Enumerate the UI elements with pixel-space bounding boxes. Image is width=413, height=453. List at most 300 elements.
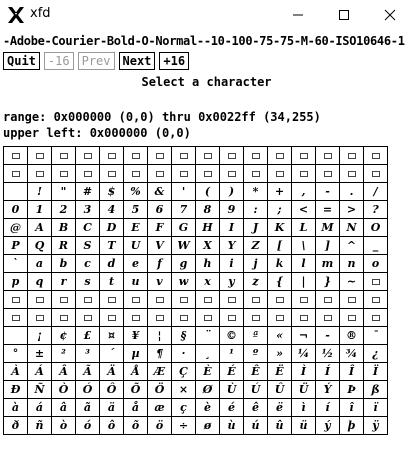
- glyph-cell[interactable]: n: [340, 255, 364, 273]
- glyph-cell[interactable]: [364, 273, 388, 291]
- glyph-cell[interactable]: ò: [52, 417, 76, 435]
- missing-glyph-icon: [300, 315, 308, 321]
- glyph-cell[interactable]: o: [364, 255, 388, 273]
- glyph-cell[interactable]: q: [28, 273, 52, 291]
- glyph-cell[interactable]: l: [292, 255, 316, 273]
- missing-glyph-icon: [60, 153, 68, 159]
- glyph-cell[interactable]: _: [364, 237, 388, 255]
- minus16-button[interactable]: -16: [44, 52, 74, 70]
- missing-glyph-icon: [84, 171, 92, 177]
- glyph-cell[interactable]: ¤: [100, 327, 124, 345]
- glyph-cell[interactable]: [28, 165, 52, 183]
- glyph-cell[interactable]: Ø: [196, 381, 220, 399]
- glyph-cell[interactable]: Ù: [220, 381, 244, 399]
- glyph-cell[interactable]: Ï: [364, 363, 388, 381]
- glyph-cell[interactable]: ¦: [148, 327, 172, 345]
- quit-button[interactable]: Quit: [3, 52, 40, 70]
- glyph-cell[interactable]: [76, 309, 100, 327]
- glyph-cell[interactable]: r: [52, 273, 76, 291]
- glyph-cell[interactable]: }: [316, 273, 340, 291]
- missing-glyph-icon: [84, 297, 92, 303]
- glyph-cell[interactable]: [292, 309, 316, 327]
- glyph-cell[interactable]: ç: [172, 399, 196, 417]
- glyph-cell[interactable]: L: [292, 219, 316, 237]
- glyph-cell[interactable]: Z: [244, 237, 268, 255]
- glyph-cell[interactable]: È: [196, 363, 220, 381]
- glyph-cell[interactable]: [148, 165, 172, 183]
- glyph-cell[interactable]: :: [244, 201, 268, 219]
- glyph-cell[interactable]: ã: [76, 399, 100, 417]
- glyph-cell[interactable]: p: [4, 273, 28, 291]
- glyph-cell[interactable]: ¾: [340, 345, 364, 363]
- glyph-cell[interactable]: ü: [292, 417, 316, 435]
- glyph-cell[interactable]: Õ: [124, 381, 148, 399]
- glyph-cell[interactable]: ð: [4, 417, 28, 435]
- glyph-cell[interactable]: [196, 309, 220, 327]
- glyph-cell[interactable]: [4, 183, 28, 201]
- character-grid: [3, 146, 388, 435]
- glyph-cell[interactable]: Ñ: [28, 381, 52, 399]
- missing-glyph-icon: [132, 171, 140, 177]
- glyph-cell[interactable]: ]: [316, 237, 340, 255]
- glyph-cell[interactable]: C: [76, 219, 100, 237]
- glyph-cell[interactable]: Q: [28, 237, 52, 255]
- glyph-cell[interactable]: $: [100, 183, 124, 201]
- glyph-cell[interactable]: 7: [172, 201, 196, 219]
- glyph-cell[interactable]: ½: [316, 345, 340, 363]
- close-icon: [384, 9, 396, 21]
- glyph-cell[interactable]: |: [292, 273, 316, 291]
- glyph-cell[interactable]: æ: [148, 399, 172, 417]
- glyph-cell[interactable]: R: [52, 237, 76, 255]
- glyph-cell[interactable]: Â: [52, 363, 76, 381]
- glyph-cell[interactable]: [172, 165, 196, 183]
- glyph-cell[interactable]: ²: [52, 345, 76, 363]
- missing-glyph-icon: [36, 153, 44, 159]
- glyph-cell[interactable]: [148, 291, 172, 309]
- x-logo-icon: [6, 5, 26, 25]
- glyph-cell[interactable]: ": [52, 183, 76, 201]
- glyph-cell[interactable]: ): [220, 183, 244, 201]
- missing-glyph-icon: [156, 315, 164, 321]
- glyph-cell[interactable]: Ú: [244, 381, 268, 399]
- glyph-cell[interactable]: Ò: [52, 381, 76, 399]
- glyph-cell[interactable]: [28, 291, 52, 309]
- glyph-cell[interactable]: #: [76, 183, 100, 201]
- glyph-cell[interactable]: ß: [364, 381, 388, 399]
- glyph-cell[interactable]: *: [244, 183, 268, 201]
- glyph-cell[interactable]: c: [76, 255, 100, 273]
- glyph-cell[interactable]: Û: [268, 381, 292, 399]
- glyph-cell[interactable]: [244, 147, 268, 165]
- glyph-cell[interactable]: É: [220, 363, 244, 381]
- glyph-cell[interactable]: [148, 309, 172, 327]
- glyph-cell[interactable]: Å: [124, 363, 148, 381]
- glyph-cell[interactable]: ®: [340, 327, 364, 345]
- glyph-cell[interactable]: [124, 291, 148, 309]
- missing-glyph-icon: [300, 171, 308, 177]
- glyph-cell[interactable]: ¸: [196, 345, 220, 363]
- glyph-cell[interactable]: &: [148, 183, 172, 201]
- glyph-cell[interactable]: [52, 291, 76, 309]
- glyph-cell[interactable]: `: [4, 255, 28, 273]
- glyph-cell[interactable]: é: [220, 399, 244, 417]
- glyph-cell[interactable]: [340, 165, 364, 183]
- glyph-cell[interactable]: [364, 147, 388, 165]
- missing-glyph-icon: [372, 279, 380, 285]
- glyph-cell[interactable]: [220, 165, 244, 183]
- glyph-cell[interactable]: º: [244, 345, 268, 363]
- grid-row: [4, 147, 388, 165]
- glyph-cell[interactable]: [316, 309, 340, 327]
- glyph-cell[interactable]: ×: [172, 381, 196, 399]
- glyph-cell[interactable]: ¢: [52, 327, 76, 345]
- glyph-cell[interactable]: ô: [100, 417, 124, 435]
- glyph-cell[interactable]: >: [340, 201, 364, 219]
- glyph-cell[interactable]: ï: [364, 399, 388, 417]
- glyph-cell[interactable]: [196, 165, 220, 183]
- glyph-cell[interactable]: !: [28, 183, 52, 201]
- glyph-cell[interactable]: 4: [100, 201, 124, 219]
- glyph-cell[interactable]: X: [196, 237, 220, 255]
- glyph-cell[interactable]: [148, 147, 172, 165]
- glyph-cell[interactable]: þ: [340, 417, 364, 435]
- glyph-cell[interactable]: (: [196, 183, 220, 201]
- glyph-cell[interactable]: ,: [292, 183, 316, 201]
- glyph-cell[interactable]: [100, 309, 124, 327]
- glyph-cell[interactable]: m: [316, 255, 340, 273]
- glyph-cell[interactable]: k: [268, 255, 292, 273]
- glyph-cell[interactable]: ÷: [172, 417, 196, 435]
- glyph-cell[interactable]: [100, 147, 124, 165]
- glyph-cell[interactable]: ¥: [124, 327, 148, 345]
- glyph-cell[interactable]: À: [4, 363, 28, 381]
- glyph-cell[interactable]: Ô: [100, 381, 124, 399]
- glyph-cell[interactable]: ': [172, 183, 196, 201]
- glyph-cell[interactable]: {: [268, 273, 292, 291]
- glyph-cell[interactable]: Í: [316, 363, 340, 381]
- glyph-cell[interactable]: ý: [316, 417, 340, 435]
- glyph-cell[interactable]: 9: [220, 201, 244, 219]
- glyph-cell[interactable]: \: [292, 237, 316, 255]
- glyph-cell[interactable]: è: [196, 399, 220, 417]
- glyph-cell[interactable]: [340, 309, 364, 327]
- glyph-cell[interactable]: [244, 165, 268, 183]
- glyph-cell[interactable]: [364, 291, 388, 309]
- grid-row: [4, 273, 388, 291]
- glyph-cell[interactable]: H: [196, 219, 220, 237]
- glyph-cell[interactable]: Y: [220, 237, 244, 255]
- glyph-cell[interactable]: U: [124, 237, 148, 255]
- glyph-cell[interactable]: h: [196, 255, 220, 273]
- glyph-cell[interactable]: û: [268, 417, 292, 435]
- missing-glyph-icon: [276, 153, 284, 159]
- glyph-cell[interactable]: z: [244, 273, 268, 291]
- glyph-cell[interactable]: [124, 147, 148, 165]
- glyph-cell[interactable]: [268, 291, 292, 309]
- glyph-cell[interactable]: £: [76, 327, 100, 345]
- missing-glyph-icon: [108, 297, 116, 303]
- missing-glyph-icon: [348, 297, 356, 303]
- minimize-icon: [292, 9, 304, 21]
- glyph-cell[interactable]: -: [316, 183, 340, 201]
- glyph-cell[interactable]: Ä: [100, 363, 124, 381]
- glyph-cell[interactable]: [316, 165, 340, 183]
- glyph-cell[interactable]: ©: [220, 327, 244, 345]
- glyph-cell[interactable]: »: [268, 345, 292, 363]
- glyph-cell[interactable]: [340, 291, 364, 309]
- glyph-cell[interactable]: Æ: [148, 363, 172, 381]
- glyph-cell[interactable]: [4, 147, 28, 165]
- glyph-cell[interactable]: ú: [244, 417, 268, 435]
- missing-glyph-icon: [276, 171, 284, 177]
- missing-glyph-icon: [300, 153, 308, 159]
- select-prompt: Select a character: [141, 75, 272, 89]
- glyph-cell[interactable]: [196, 147, 220, 165]
- glyph-cell[interactable]: w: [172, 273, 196, 291]
- glyph-cell[interactable]: .: [340, 183, 364, 201]
- glyph-cell[interactable]: [76, 291, 100, 309]
- glyph-cell[interactable]: ä: [100, 399, 124, 417]
- glyph-cell[interactable]: M: [316, 219, 340, 237]
- missing-glyph-icon: [132, 153, 140, 159]
- glyph-cell[interactable]: x: [196, 273, 220, 291]
- glyph-cell[interactable]: Î: [340, 363, 364, 381]
- glyph-cell[interactable]: [52, 147, 76, 165]
- glyph-cell[interactable]: [292, 147, 316, 165]
- glyph-cell[interactable]: %: [124, 183, 148, 201]
- glyph-cell[interactable]: v: [148, 273, 172, 291]
- glyph-cell[interactable]: 0: [4, 201, 28, 219]
- glyph-cell[interactable]: j: [244, 255, 268, 273]
- glyph-cell[interactable]: K: [268, 219, 292, 237]
- glyph-cell[interactable]: /: [364, 183, 388, 201]
- glyph-cell[interactable]: [76, 147, 100, 165]
- missing-glyph-icon: [60, 171, 68, 177]
- glyph-cell[interactable]: ¯: [364, 327, 388, 345]
- missing-glyph-icon: [12, 153, 20, 159]
- glyph-cell[interactable]: Ë: [268, 363, 292, 381]
- glyph-cell[interactable]: [4, 327, 28, 345]
- glyph-cell[interactable]: f: [148, 255, 172, 273]
- glyph-cell[interactable]: <: [292, 201, 316, 219]
- glyph-cell[interactable]: [292, 291, 316, 309]
- missing-glyph-icon: [12, 297, 20, 303]
- missing-glyph-icon: [372, 171, 380, 177]
- glyph-cell[interactable]: Á: [28, 363, 52, 381]
- glyph-cell[interactable]: -: [316, 327, 340, 345]
- maximize-icon: [338, 9, 350, 21]
- glyph-cell[interactable]: Ó: [76, 381, 100, 399]
- glyph-cell[interactable]: [196, 291, 220, 309]
- glyph-cell[interactable]: °: [4, 345, 28, 363]
- plus16-button[interactable]: +16: [159, 52, 189, 70]
- glyph-cell[interactable]: ~: [340, 273, 364, 291]
- glyph-cell[interactable]: [124, 165, 148, 183]
- glyph-cell[interactable]: ª: [244, 327, 268, 345]
- glyph-cell[interactable]: d: [100, 255, 124, 273]
- glyph-cell[interactable]: [244, 309, 268, 327]
- glyph-cell[interactable]: [52, 309, 76, 327]
- glyph-cell[interactable]: [100, 165, 124, 183]
- glyph-cell[interactable]: 2: [52, 201, 76, 219]
- glyph-cell[interactable]: [220, 309, 244, 327]
- glyph-cell[interactable]: E: [124, 219, 148, 237]
- glyph-cell[interactable]: i: [220, 255, 244, 273]
- glyph-cell[interactable]: [124, 309, 148, 327]
- glyph-cell[interactable]: å: [124, 399, 148, 417]
- glyph-cell[interactable]: ñ: [28, 417, 52, 435]
- glyph-cell[interactable]: [76, 165, 100, 183]
- glyph-cell[interactable]: [4, 291, 28, 309]
- missing-glyph-icon: [228, 315, 236, 321]
- next-button[interactable]: Next: [119, 52, 156, 70]
- glyph-cell[interactable]: Ð: [4, 381, 28, 399]
- glyph-cell[interactable]: S: [76, 237, 100, 255]
- glyph-cell[interactable]: [268, 147, 292, 165]
- glyph-cell[interactable]: 6: [148, 201, 172, 219]
- glyph-cell[interactable]: W: [172, 237, 196, 255]
- glyph-cell[interactable]: [268, 165, 292, 183]
- glyph-cell[interactable]: â: [52, 399, 76, 417]
- glyph-cell[interactable]: @: [4, 219, 28, 237]
- glyph-cell[interactable]: +: [268, 183, 292, 201]
- glyph-cell[interactable]: á: [28, 399, 52, 417]
- glyph-cell[interactable]: 5: [124, 201, 148, 219]
- glyph-cell[interactable]: [364, 309, 388, 327]
- glyph-cell[interactable]: I: [220, 219, 244, 237]
- glyph-cell[interactable]: ê: [244, 399, 268, 417]
- glyph-cell[interactable]: G: [172, 219, 196, 237]
- glyph-cell[interactable]: «: [268, 327, 292, 345]
- glyph-cell[interactable]: [340, 147, 364, 165]
- glyph-cell[interactable]: î: [340, 399, 364, 417]
- glyph-cell[interactable]: ¹: [220, 345, 244, 363]
- glyph-cell[interactable]: y: [220, 273, 244, 291]
- glyph-cell[interactable]: O: [364, 219, 388, 237]
- glyph-cell[interactable]: ë: [268, 399, 292, 417]
- glyph-cell[interactable]: F: [148, 219, 172, 237]
- glyph-cell[interactable]: ´: [100, 345, 124, 363]
- glyph-cell[interactable]: [316, 291, 340, 309]
- glyph-cell[interactable]: [268, 309, 292, 327]
- missing-glyph-icon: [132, 297, 140, 303]
- glyph-cell[interactable]: ù: [220, 417, 244, 435]
- glyph-cell[interactable]: [316, 147, 340, 165]
- glyph-cell[interactable]: 1: [28, 201, 52, 219]
- glyph-cell[interactable]: V: [148, 237, 172, 255]
- glyph-cell[interactable]: §: [172, 327, 196, 345]
- glyph-cell[interactable]: [28, 309, 52, 327]
- glyph-cell[interactable]: ;: [268, 201, 292, 219]
- glyph-cell[interactable]: a: [28, 255, 52, 273]
- glyph-cell[interactable]: ?: [364, 201, 388, 219]
- glyph-cell[interactable]: =: [316, 201, 340, 219]
- glyph-cell[interactable]: à: [4, 399, 28, 417]
- glyph-cell[interactable]: ¿: [364, 345, 388, 363]
- glyph-cell[interactable]: N: [340, 219, 364, 237]
- glyph-cell[interactable]: [172, 147, 196, 165]
- missing-glyph-icon: [300, 297, 308, 303]
- glyph-cell[interactable]: ³: [76, 345, 100, 363]
- glyph-cell[interactable]: Ý: [316, 381, 340, 399]
- glyph-cell[interactable]: [244, 291, 268, 309]
- glyph-cell[interactable]: í: [316, 399, 340, 417]
- glyph-cell[interactable]: õ: [124, 417, 148, 435]
- glyph-cell[interactable]: b: [52, 255, 76, 273]
- glyph-cell[interactable]: ÿ: [364, 417, 388, 435]
- glyph-cell[interactable]: D: [100, 219, 124, 237]
- glyph-cell[interactable]: Þ: [340, 381, 364, 399]
- glyph-cell[interactable]: ±: [28, 345, 52, 363]
- glyph-cell[interactable]: ^: [340, 237, 364, 255]
- glyph-cell[interactable]: ¨: [196, 327, 220, 345]
- glyph-cell[interactable]: µ: [124, 345, 148, 363]
- missing-glyph-icon: [324, 297, 332, 303]
- glyph-cell[interactable]: ¶: [148, 345, 172, 363]
- glyph-cell[interactable]: P: [4, 237, 28, 255]
- glyph-cell[interactable]: Ü: [292, 381, 316, 399]
- glyph-cell[interactable]: Ç: [172, 363, 196, 381]
- grid-row: [4, 399, 388, 417]
- glyph-cell[interactable]: g: [172, 255, 196, 273]
- glyph-cell[interactable]: [292, 165, 316, 183]
- glyph-cell[interactable]: [172, 291, 196, 309]
- glyph-cell[interactable]: s: [76, 273, 100, 291]
- glyph-cell[interactable]: [220, 291, 244, 309]
- minimize-button[interactable]: [275, 0, 321, 30]
- glyph-cell[interactable]: B: [52, 219, 76, 237]
- glyph-cell[interactable]: ¼: [292, 345, 316, 363]
- glyph-cell[interactable]: T: [100, 237, 124, 255]
- grid-row: [4, 201, 388, 219]
- close-button[interactable]: [367, 0, 413, 30]
- glyph-cell[interactable]: ó: [76, 417, 100, 435]
- glyph-cell[interactable]: [172, 309, 196, 327]
- glyph-cell[interactable]: [4, 165, 28, 183]
- glyph-cell[interactable]: Ã: [76, 363, 100, 381]
- glyph-cell[interactable]: [364, 165, 388, 183]
- glyph-cell[interactable]: ö: [148, 417, 172, 435]
- glyph-cell[interactable]: e: [124, 255, 148, 273]
- maximize-button[interactable]: [321, 0, 367, 30]
- grid-row: [4, 417, 388, 435]
- prev-button[interactable]: Prev: [78, 52, 115, 70]
- glyph-cell[interactable]: ø: [196, 417, 220, 435]
- grid-row: [4, 219, 388, 237]
- glyph-cell[interactable]: ¬: [292, 327, 316, 345]
- grid-row: [4, 237, 388, 255]
- glyph-cell[interactable]: 8: [196, 201, 220, 219]
- glyph-cell[interactable]: [52, 165, 76, 183]
- glyph-cell[interactable]: u: [124, 273, 148, 291]
- glyph-cell[interactable]: 3: [76, 201, 100, 219]
- glyph-cell[interactable]: ¡: [28, 327, 52, 345]
- glyph-cell[interactable]: [28, 147, 52, 165]
- glyph-cell[interactable]: [4, 309, 28, 327]
- glyph-cell[interactable]: J: [244, 219, 268, 237]
- glyph-cell[interactable]: ·: [172, 345, 196, 363]
- glyph-cell[interactable]: [: [268, 237, 292, 255]
- glyph-cell[interactable]: Ê: [244, 363, 268, 381]
- glyph-cell[interactable]: ì: [292, 399, 316, 417]
- glyph-cell[interactable]: t: [100, 273, 124, 291]
- glyph-cell[interactable]: Ö: [148, 381, 172, 399]
- glyph-cell[interactable]: [100, 291, 124, 309]
- glyph-cell[interactable]: A: [28, 219, 52, 237]
- glyph-cell[interactable]: Ì: [292, 363, 316, 381]
- glyph-cell[interactable]: [220, 147, 244, 165]
